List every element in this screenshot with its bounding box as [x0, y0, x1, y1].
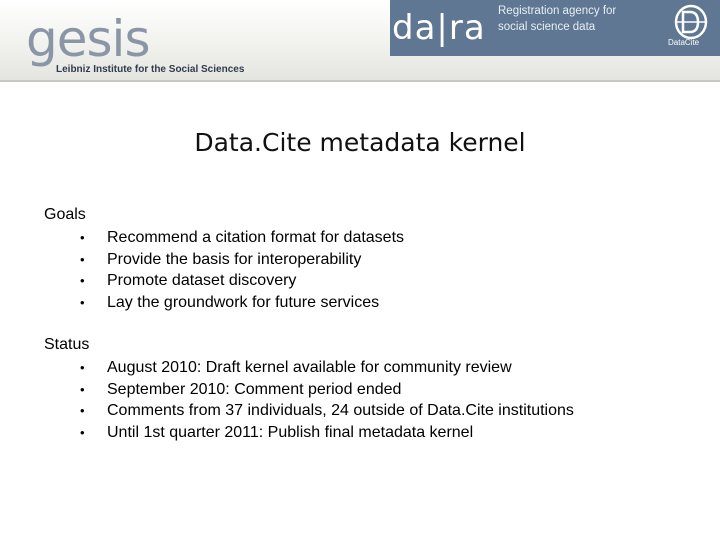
bullet-icon: •: [80, 230, 85, 245]
bullet-icon: •: [80, 360, 85, 375]
list-item-text: Until 1st quarter 2011: Publish final metadata kernel: [107, 423, 474, 441]
list-item: [0, 270, 720, 292]
list-item: [0, 249, 720, 271]
bullet-icon: •: [80, 273, 85, 288]
goals-heading: Goals: [44, 206, 86, 223]
bullet-icon: •: [80, 403, 85, 418]
slide-title: Data.Cite metadata kernel: [194, 128, 526, 157]
list-item: [0, 357, 720, 379]
gesis-tagline: Leibniz Institute for the Social Sciences: [56, 64, 245, 75]
datacite-label: DataCite: [668, 38, 700, 47]
list-item-text: Provide the basis for interoperability: [107, 250, 362, 268]
bullet-icon: •: [80, 381, 85, 397]
list-item: [0, 422, 720, 444]
list-item-text: September 2010: Comment period ended: [107, 380, 402, 398]
list-item: [0, 400, 720, 422]
bullet-icon: •: [80, 294, 85, 310]
list-item: [0, 227, 720, 249]
dara-logo: da|ra: [392, 8, 486, 48]
goals-list: [0, 227, 720, 313]
bullet-icon: •: [80, 424, 85, 440]
list-item-text: Recommend a citation format for datasets: [107, 229, 405, 246]
header-divider: [0, 80, 720, 82]
gesis-logo: gesis: [26, 10, 150, 68]
list-item-text: Comments from 37 individuals, 24 outside of Data.Cite institutions: [107, 402, 574, 419]
list-item-text: Lay the groundwork for future services: [107, 293, 380, 311]
list-item-text: Promote dataset discovery: [107, 272, 297, 289]
list-item: [0, 292, 720, 314]
list-item: [0, 379, 720, 401]
list-item-text: August 2010: Draft kernel available for community review: [107, 359, 512, 376]
status-heading: Status: [44, 336, 90, 353]
dara-tagline: Registration agency for social science data: [498, 5, 617, 33]
bullet-icon: •: [80, 251, 85, 267]
status-list: [0, 357, 720, 443]
